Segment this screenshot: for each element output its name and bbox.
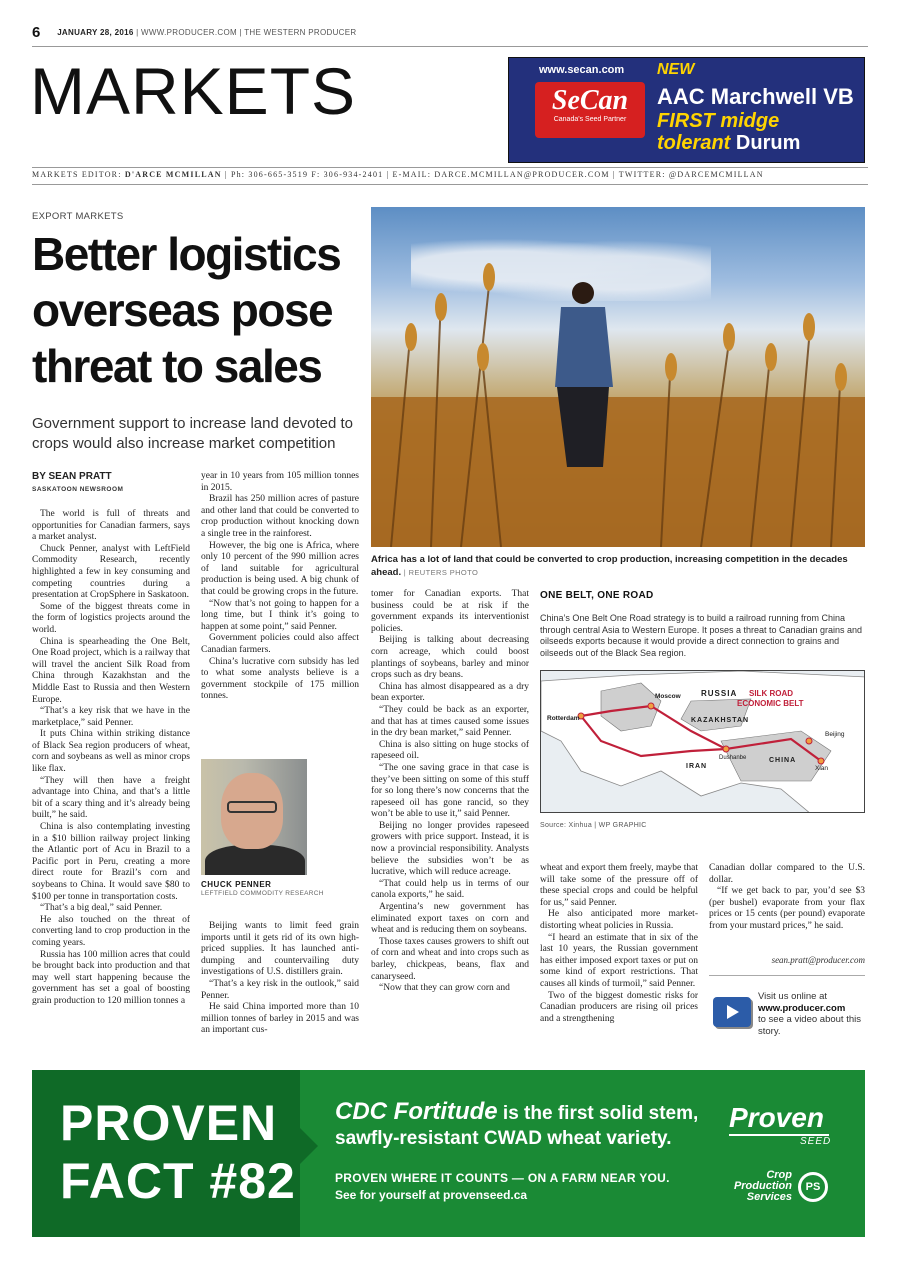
soybean-field-photo [371,207,865,547]
folio: 6 JANUARY 28, 2016 | WWW.PRODUCER.COM | THE WESTERN PRODUCER [32,24,357,41]
proven-ad-where: PROVEN WHERE IT COUNTS — ON A FARM NEAR YOU. [335,1171,670,1185]
paragraph: China has almost disappeared as a dry bean exporter. [371,681,529,704]
farmer-figure [555,282,613,467]
byline-newsroom: SASKATOON NEWSROOM [32,486,124,493]
editor-line [32,170,764,179]
map-label-beijing: Beijing [825,731,845,738]
article-headline: Better logistics overseas pose threat to sales [32,228,341,392]
map-label-xian: Xian [815,765,829,772]
proven-logo: Proven [729,1102,824,1133]
section-title: MARKETS [30,54,357,128]
video-promo-line1: Visit us online at [758,991,828,1002]
sidebar-heading: ONE BELT, ONE ROAD [540,590,654,601]
proven-ad-tagline1-text: is the first solid stem, [497,1103,699,1124]
photo-illustration [371,207,865,547]
editor-rule-bottom [32,184,868,185]
secan-ad-line3-white: Durum [735,132,801,154]
photo-credit: | REUTERS PHOTO [403,568,479,577]
paragraph: Beijing is talking about decreasing corn acreage, which could boost plantings of soybeans, barley and minor crops such as dry beans. [371,635,529,681]
paragraph: tomer for Canadian exports. That business could be at risk if the government expands its interventionist policies. [371,589,529,634]
mug-caption-name: CHUCK PENNER [201,880,272,889]
mug-caption-title: LEFTFIELD COMMODITY RESEARCH [201,890,324,897]
paragraph: Canadian dollar compared to the U.S. dollar. [709,863,865,885]
photo-caption-text: Africa has a lot of land that could be converted to crop production, increasing competition in the decades ahead. [371,554,848,578]
editor-rule-top [32,167,868,168]
article-deck: Government support to increase land devoted to crops would also increase market competition [32,415,354,452]
chuck-penner-photo [201,759,307,875]
secan-ad-new-label: NEW [657,61,695,78]
paragraph: Beijing no longer provides rapeseed growers with price support. Instead, it is now a provincial responsibility. Analysts believe the subsidies won’t be as lucrative, which will reduce acreage. [371,820,529,878]
silk-road-map [540,670,865,813]
secan-ad[interactable] [508,57,865,163]
issue-date: JANUARY 28, 2016 [57,28,134,37]
paragraph: “They could be back as an exporter, and that has at times caused some issues in the dry bean market,” said Penner. [371,704,529,739]
cps-logo-icon: PS [798,1172,828,1202]
map-label-kazakhstan: KAZAKHSTAN [691,717,750,724]
photo-caption [371,553,865,579]
proven-logo-sub: SEED [800,1136,832,1147]
paragraph: Beijing wants to limit feed grain imports until it gets rid of its own high-priced supplies. It has launched anti-dumping and countervailing duty investigations of U.S. distillers grain. [201,921,359,978]
sidebar-text: China’s One Belt One Road strategy is to build a railroad running from China through central Asia to Western Europe. It poses a threat to Canadian grains and oilseeds exports because it would provide a direct connection to grains and oilseeds out of the Black Sea region. [540,613,863,658]
editor-contact: | Ph: 306-665-3519 F: 306-934-2401 | E-MAIL: DARCE.MCMILLAN@PRODUCER.COM | TWITTER: @DARCEMCMILLAN [224,170,764,179]
top-rule [32,46,868,47]
article-column-5 [709,863,865,953]
paragraph: China is also contemplating investing in a $10 billion railway project linking the Atlantic port of Acu in Brazil to a Pacific port in Peru, creating a more direct route for Brazil’s corn and soybeans to China. It would save $80 to $100 per tonne in transportation costs. [32,822,190,902]
article-column-2 [201,471,359,743]
article-column-3 [371,589,529,1063]
secan-ad-line2: FIRST midge [657,110,780,132]
paragraph: Brazil has 250 million acres of pasture and other land that could be converted to crop production without knocking down a single tree in the rainforest. [201,494,359,539]
proven-fact-arrow [300,1128,318,1164]
paragraph: China is also sitting on huge stocks of rapeseed oil. [371,739,529,762]
article-column-1 [32,509,190,1064]
paragraph: The world is full of threats and opportunities for Canadian farmers, says a market analyst. [32,509,190,543]
proven-fact-line1: PROVEN [60,1095,278,1151]
map-label-rotterdam: Rotterdam [547,715,580,722]
paragraph: Russia has 100 million acres that could be brought back into production and that may well start happening because the government has set a goal of boosting grain production to 120 million tonnes a [32,949,190,1006]
paragraph: He said China imported more than 10 million tonnes of barley in 2015 and was an important cus- [201,1002,359,1036]
mug-shoulders [205,845,305,875]
paragraph: Those taxes causes growers to shift out of corn and wheat and into crops such as barley, chickpeas, beans, flax and canaryseed. [371,936,529,982]
map-label-belt2: ECONOMIC BELT [737,699,804,708]
paragraph: “I heard an estimate that in six of the last 10 years, the Russian government has either imposed export taxes or put on some kind of export restrictions. That causes all kinds of turmoil,” said Penner. [540,932,698,989]
paragraph: “That’s a big deal,” said Penner. [40,903,163,914]
map-label-china: CHINA [769,757,797,764]
cps-name: Crop Production Services [733,1169,792,1203]
paragraph: “That could help us in terms of our canola exports,” he said. [371,878,529,901]
secan-ad-line3-yellow: tolerant [657,132,731,154]
paragraph: Some of the biggest threats come in the form of logistics projects around the world. [32,601,190,635]
map-label-iran: IRAN [686,763,708,770]
mug-glasses [227,801,277,813]
secan-logo-tagline: Canada's Seed Partner [553,116,627,123]
map-label-belt1: SILK ROAD [749,689,793,698]
proven-fact-line2: FACT #82 [60,1153,296,1209]
video-promo-site[interactable]: www.producer.com [758,1002,846,1014]
publication-name: THE WESTERN PRODUCER [244,28,357,37]
site-link[interactable]: WWW.PRODUCER.COM [141,28,237,37]
map-source: Source: Xinhua | WP GRAPHIC [540,822,647,829]
author-email[interactable]: sean.pratt@producer.com [771,955,865,965]
signature-rule [709,975,865,976]
video-play-icon[interactable] [713,997,751,1027]
secan-logo-name: SeCan [551,85,629,116]
paragraph: Argentina’s new government has eliminated export taxes on corn and wheat and is reducing them on soybeans. [371,902,529,936]
editor-name: D'ARCE MCMILLAN [124,170,222,179]
paragraph: “That’s a key risk in the outlook,” said Penner. [201,978,359,1001]
map-label-russia: RUSSIA [701,689,738,698]
secan-ad-line3 [657,132,800,155]
paragraph: It puts China within striking distance of Black Sea region producers of wheat, corn and soybeans as well as minor crops like flax. [32,729,190,775]
proven-ad-tagline2: sawfly-resistant CWAD wheat variety. [335,1128,672,1149]
paragraph: He also touched on the threat of converting land to crop production in the coming years. [32,914,190,948]
map-label-moscow: Moscow [655,693,681,700]
article-kicker: EXPORT MARKETS [32,211,124,222]
byline: BY SEAN PRATT [32,471,112,482]
paragraph: Government policies could also affect Canadian farmers. [201,633,359,655]
paragraph: “They will then have a freight advantage into China, and that’s a little bit of a scary thing and it’s already being built,” he said. [32,775,190,821]
paragraph: However, the big one is Africa, where only 10 percent of the 990 million acres of land suitable for agricultural production is being used. A big chunk of that could be growing crops in the future. [201,540,359,597]
paragraph: year in 10 years from 105 million tonnes in 2015. [201,471,359,493]
proven-ad-see[interactable]: See for yourself at provenseed.ca [335,1188,528,1202]
paragraph: “The one saving grace in that case is they’ve been sitting on some of this stuff for so long there’s now concerns that the rapeseed oil has gone rancid, so they won’t be able to use it,” said Penner. [371,762,529,820]
paragraph: “If we get back to par, you’d see $3 (per bushel) evaporate from your flax prices or 15 cents (per pound) evaporate from your mustard prices,” he said. [709,886,865,931]
video-promo-line2: to see a video about this story. [758,1014,861,1037]
proven-ad-tagline1 [335,1098,698,1126]
paragraph: China’s lucrative corn subsidy has led to what some analysts believe is a government stockpile of 175 million tonnes. [201,656,359,702]
paragraph: China is spearheading the One Belt, One Road project, which is a railway that will travel the ancient Silk Road from China through Kazakhstan and the Middle East to Russia and then Western Europe. [32,636,190,705]
paragraph: Chuck Penner, analyst with LeftField Commodity Research, recently highlighted a few in key consuming and competing countries during a presentation at CropSphere in Saskatoon. [32,543,190,601]
map-label-dushanbe: Dushanbe [719,755,747,761]
paragraph: “Now that they can grow corn and [379,983,510,994]
page-number: 6 [32,24,41,41]
paragraph: wheat and export them freely, maybe that will take some of the pressure off of these special crops and could be helpful for us,” said Penner. [540,863,698,908]
secan-ad-line1: AAC Marchwell VB [657,84,854,109]
article-column-2-continued [201,921,359,1063]
proven-seed-ad[interactable] [32,1070,865,1237]
video-promo [758,991,865,1037]
proven-ad-brand: CDC Fortitude [335,1098,498,1125]
editor-label: MARKETS EDITOR: [32,170,122,179]
paragraph: “That’s a key risk that we have in the marketplace,” said Penner. [32,706,190,728]
paragraph: “Now that’s not going to happen for a long time, but I think it’s going to happen at some point,” said Penner. [201,598,359,632]
paragraph: Two of the biggest domestic risks for Canadian producers are rising oil prices and a strengthening [540,990,698,1024]
paragraph: He also anticipated more market-distorting wheat policies in Russia. [540,909,698,931]
article-column-4 [540,863,698,1063]
secan-logo [535,82,645,138]
secan-ad-url[interactable]: www.secan.com [539,64,625,76]
